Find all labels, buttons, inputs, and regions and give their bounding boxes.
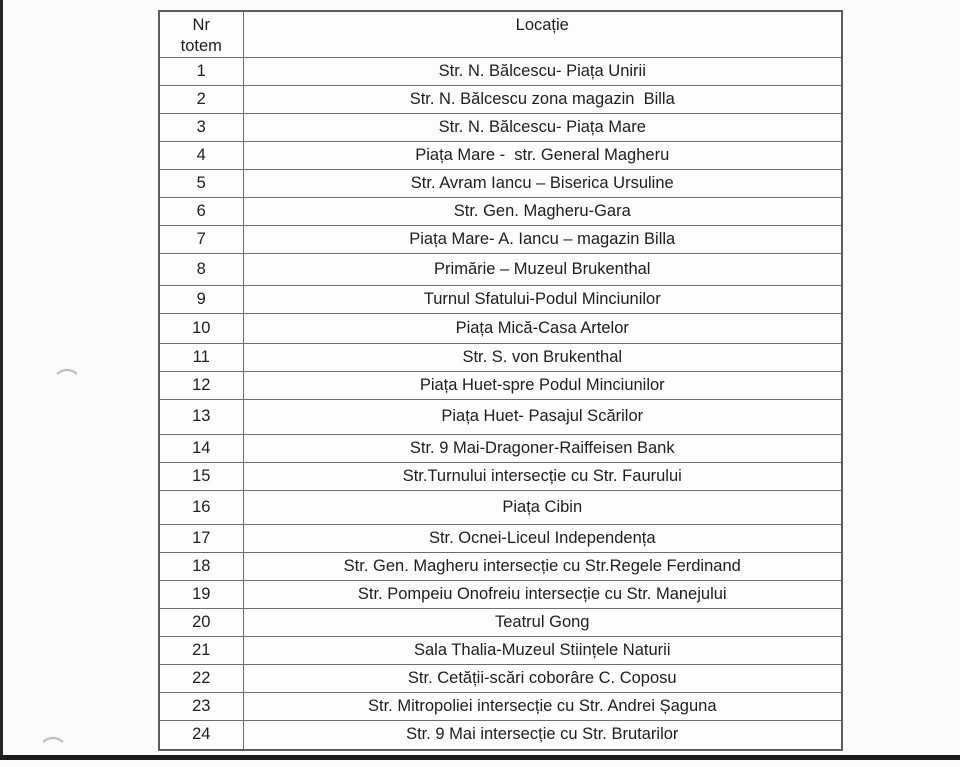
- scan-edge-left: [0, 0, 3, 760]
- header-locatie: Locație: [243, 11, 842, 57]
- table-row: [159, 399, 842, 434]
- table-row: [159, 343, 842, 371]
- table-row: [159, 285, 842, 313]
- location-cell: Sala Thalia-Muzeul Stiințele Naturii: [243, 636, 842, 664]
- table-row: [159, 197, 842, 225]
- location-cell: Str. N. Bălcescu- Piața Mare: [243, 113, 842, 141]
- location-cell: Str. S. von Brukenthal: [243, 343, 842, 371]
- table-row: [159, 57, 842, 85]
- totem-locations-table: [158, 10, 843, 751]
- totem-number-cell: 15: [159, 462, 243, 490]
- location-cell: Piața Huet-spre Podul Minciunilor: [243, 371, 842, 399]
- totem-number-cell: 14: [159, 434, 243, 462]
- location-cell: Str.Turnului intersecție cu Str. Faurului: [243, 462, 842, 490]
- location-cell: Str. Cetății-scări coborâre C. Coposu: [243, 664, 842, 692]
- totem-number-cell: 16: [159, 490, 243, 524]
- location-cell: Piața Huet- Pasajul Scărilor: [243, 399, 842, 434]
- totem-number-cell: 19: [159, 580, 243, 608]
- location-cell: Str. Ocnei-Liceul Independența: [243, 524, 842, 552]
- table-row: [159, 720, 842, 750]
- table-row: [159, 636, 842, 664]
- totem-number-cell: 18: [159, 552, 243, 580]
- table-row: [159, 462, 842, 490]
- totem-number-cell: 2: [159, 85, 243, 113]
- table-row: [159, 85, 842, 113]
- header-nr-totem: [159, 11, 243, 57]
- location-cell: Turnul Sfatului-Podul Minciunilor: [243, 285, 842, 313]
- totem-number-cell: 6: [159, 197, 243, 225]
- totem-number-cell: 17: [159, 524, 243, 552]
- location-cell: Str. N. Bălcescu- Piața Unirii: [243, 57, 842, 85]
- location-cell: Teatrul Gong: [243, 608, 842, 636]
- location-cell: Str. N. Bălcescu zona magazin Billa: [243, 85, 842, 113]
- location-cell: Piața Mică-Casa Artelor: [243, 313, 842, 343]
- location-cell: Str. Gen. Magheru intersecție cu Str.Regele Ferdinand: [243, 552, 842, 580]
- table-row: [159, 225, 842, 253]
- totem-number-cell: 24: [159, 720, 243, 750]
- location-cell: Piața Mare - str. General Magheru: [243, 141, 842, 169]
- location-cell: Str. Mitropoliei intersecție cu Str. Andrei Șaguna: [243, 692, 842, 720]
- location-cell: Piața Mare- A. Iancu – magazin Billa: [243, 225, 842, 253]
- location-cell: Primărie – Muzeul Brukenthal: [243, 253, 842, 285]
- punch-hole-icon: [52, 369, 82, 399]
- table-row: [159, 524, 842, 552]
- location-cell: Str. Gen. Magheru-Gara: [243, 197, 842, 225]
- location-cell: Str. 9 Mai-Dragoner-Raiffeisen Bank: [243, 434, 842, 462]
- table-row: [159, 253, 842, 285]
- location-cell: Str. 9 Mai intersecție cu Str. Brutarilor: [243, 720, 842, 750]
- table-row: [159, 313, 842, 343]
- totem-number-cell: 5: [159, 169, 243, 197]
- totem-number-cell: 21: [159, 636, 243, 664]
- totem-number-cell: 11: [159, 343, 243, 371]
- table-header-row: [159, 11, 842, 57]
- table-row: [159, 664, 842, 692]
- table-row: [159, 141, 842, 169]
- totem-number-cell: 4: [159, 141, 243, 169]
- table-row: [159, 490, 842, 524]
- totem-number-cell: 13: [159, 399, 243, 434]
- table-row: [159, 580, 842, 608]
- totem-number-cell: 10: [159, 313, 243, 343]
- table-row: [159, 169, 842, 197]
- totem-number-cell: 1: [159, 57, 243, 85]
- table-row: [159, 371, 842, 399]
- totem-number-cell: 22: [159, 664, 243, 692]
- totem-number-cell: 8: [159, 253, 243, 285]
- table-row: [159, 434, 842, 462]
- location-cell: Piața Cibin: [243, 490, 842, 524]
- location-cell: Str. Avram Iancu – Biserica Ursuline: [243, 169, 842, 197]
- header-nr-line1: Nr: [192, 16, 210, 34]
- punch-hole-icon: [38, 737, 68, 767]
- table-row: [159, 608, 842, 636]
- totem-number-cell: 3: [159, 113, 243, 141]
- header-nr-line2: totem: [180, 36, 222, 55]
- totem-number-cell: 7: [159, 225, 243, 253]
- totem-number-cell: 12: [159, 371, 243, 399]
- totem-number-cell: 23: [159, 692, 243, 720]
- table-row: [159, 692, 842, 720]
- scan-edge-bottom: [0, 755, 960, 760]
- location-cell: Str. Pompeiu Onofreiu intersecție cu Str. Manejului: [243, 580, 842, 608]
- table-row: [159, 552, 842, 580]
- totem-number-cell: 20: [159, 608, 243, 636]
- totem-number-cell: 9: [159, 285, 243, 313]
- table-row: [159, 113, 842, 141]
